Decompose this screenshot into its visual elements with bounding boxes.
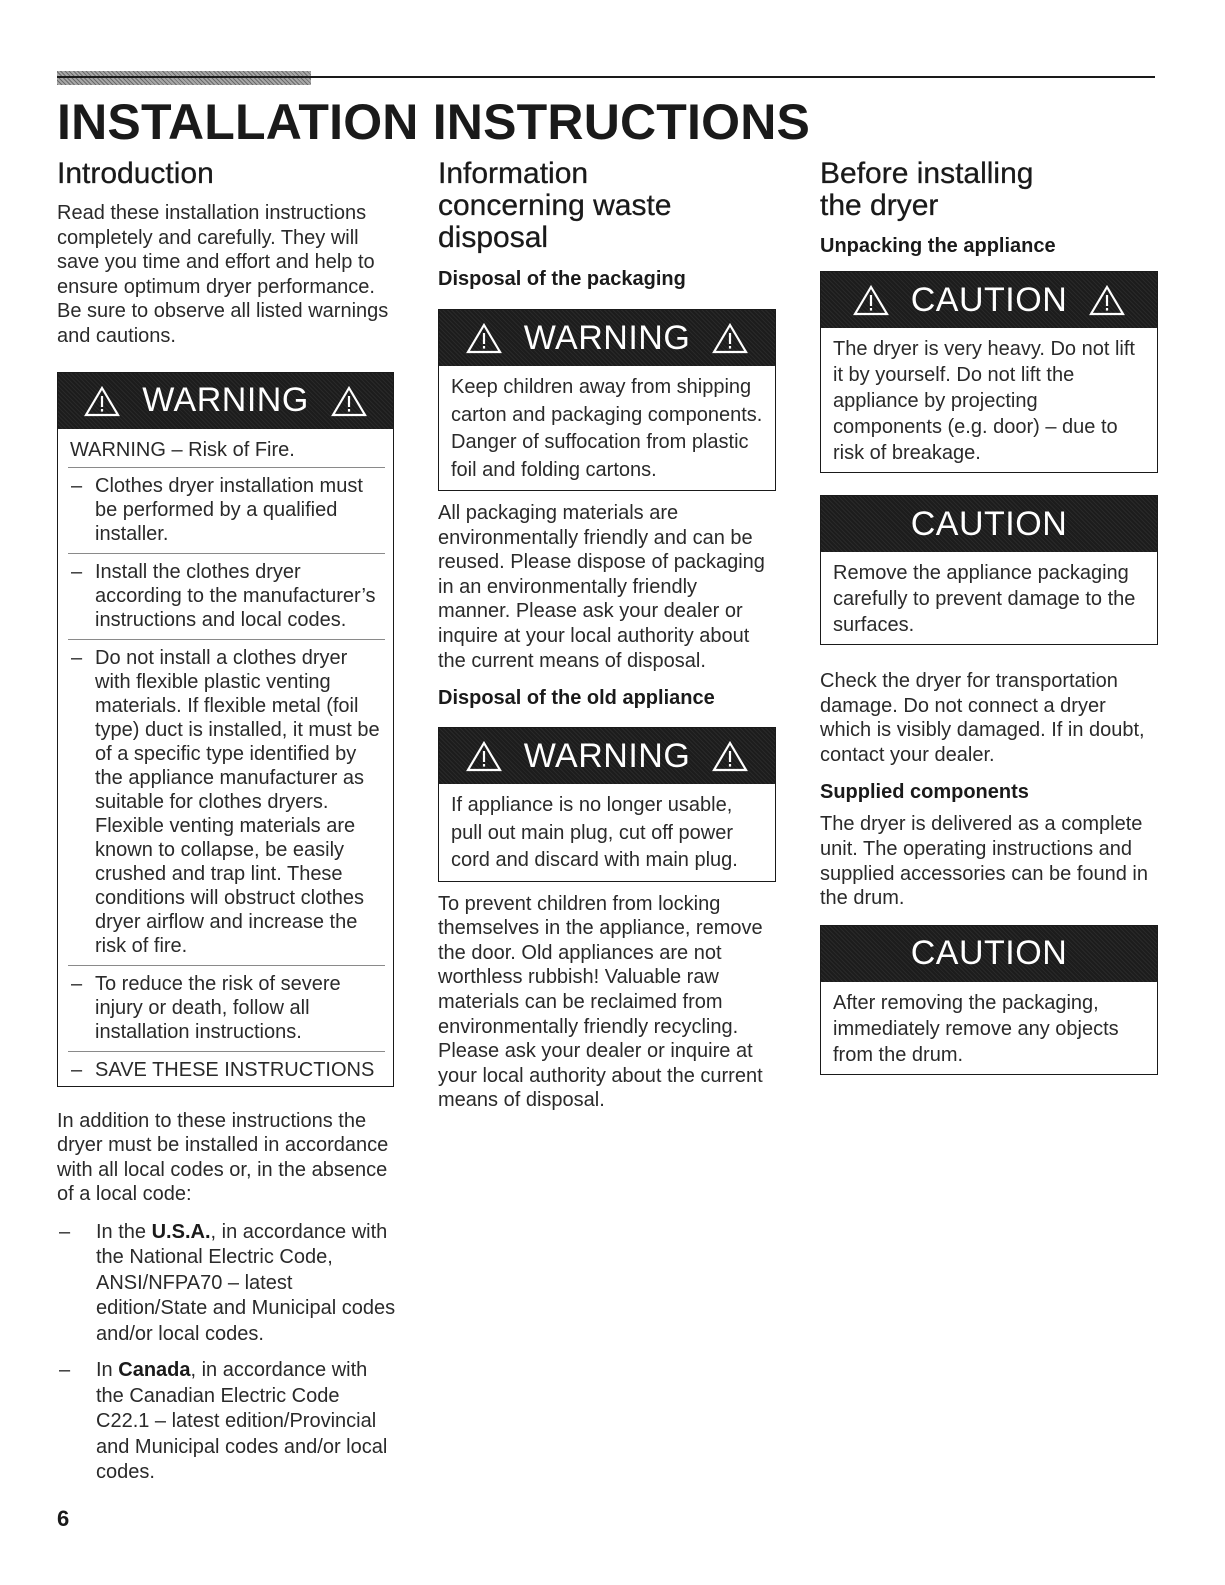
- warning-item-text: To reduce the risk of severe injury or death, follow all installation instructions.: [95, 972, 341, 1043]
- codes-item-text: , in accordance with the Canadian Electric Code C22.1 – latest edition/Provincial and Municipal codes and/or local codes.: [96, 1359, 388, 1484]
- warning-triangle-icon: [712, 740, 748, 772]
- old-appliance-paragraph: To prevent children from locking themselves in the appliance, remove the door. Old appliances are not worthless rubbish! Valuable raw materials can be reclaimed from environmentally friendly recycling. Please ask your dealer or inquire at your local authority about the current means of disposal.: [438, 892, 763, 1112]
- header-accent-bar: [57, 71, 311, 85]
- warning-banner: [439, 310, 775, 366]
- warning-item-text: Do not install a clothes dryer with flexible plastic venting materials. If flexible metal (foil type) duct is installed, it must be of a specific type identified by the appliance manufacturer as suitable for clothes dryers. Flexible venting materials are known to collapse, be easily crushed and trap lint. These conditions will obstruct clothes dryer airflow and increase the risk of fire.: [95, 646, 380, 957]
- warning-item: – Install the clothes dryer according to the manufacturer’s instructions and local codes.: [68, 553, 385, 639]
- warning-item-text: Clothes dryer installation must be performed by a qualified installer.: [95, 474, 363, 545]
- warning-label: WARNING: [523, 318, 691, 357]
- caution-box-packaging: [820, 495, 1158, 645]
- warning-triangle-icon: [331, 385, 367, 417]
- codes-item-canada: – In Canada, in accordance with the Canadian Electric Code C22.1 – latest edition/Provincial and Municipal codes and/or local codes.: [59, 1359, 388, 1484]
- codes-list: [57, 1220, 397, 1486]
- warning-label: WARNING: [523, 736, 691, 775]
- caution-box-drum: [820, 925, 1158, 1075]
- intro-paragraph: Read these installation instructions completely and carefully. They will save you time and effort and help to ensure optimum dryer performance. Be sure to observe all listed warnings and cautions.: [57, 202, 389, 347]
- warning-banner: [439, 728, 775, 784]
- warning-item: – To reduce the risk of severe injury or death, follow all installation instructions.: [68, 965, 385, 1051]
- warning-item: – SAVE THESE INSTRUCTIONS: [68, 1051, 385, 1086]
- caution-text: Remove the appliance packaging carefully to prevent damage to the surfaces.: [833, 562, 1136, 636]
- warning-item-text: Install the clothes dryer according to the manufacturer’s instructions and local codes.: [95, 560, 376, 631]
- caution-label: CAUTION: [910, 504, 1068, 543]
- header-rule: [57, 76, 1155, 78]
- warning-triangle-icon: [466, 740, 502, 772]
- warning-triangle-icon: [466, 322, 502, 354]
- warning-triangle-icon: [853, 284, 889, 316]
- supplied-components-paragraph: The dryer is delivered as a complete unit. The operating instructions and supplied accessories can be found in the drum.: [820, 813, 1148, 910]
- transport-damage-paragraph: Check the dryer for transportation damage. Do not connect a dryer which is visibly damaged. If in doubt, contact your dealer.: [820, 670, 1145, 766]
- warning-item: – Do not install a clothes dryer with flexible plastic venting materials. If flexible metal (foil type) duct is installed, it must be of a specific type identified by the appliance manufacturer as suitable for clothes dryers. Flexible venting materials are known to collapse, be easily crushed and trap lint. These conditions will obstruct clothes dryer airflow and increase the risk of fire.: [68, 639, 385, 965]
- codes-intro-paragraph: In addition to these instructions the dryer must be installed in accordance with all local codes or, in the absence of a local code:: [57, 1109, 389, 1206]
- warning-item-text: SAVE THESE INSTRUCTIONS: [95, 1058, 375, 1081]
- warning-label: WARNING: [142, 381, 309, 420]
- section-heading-waste-disposal: Information concerning waste disposal: [438, 157, 672, 254]
- codes-item-text: , in accordance with the National Electric Code, ANSI/NFPA70 – latest edition/State and Municipal codes and/or local codes.: [96, 1220, 396, 1345]
- caution-text: The dryer is very heavy. Do not lift it by yourself. Do not lift the appliance by projecting components (e.g. door) – due to risk of breakage.: [833, 338, 1135, 464]
- warning-triangle-icon: [84, 385, 120, 417]
- subheading-packaging: Disposal of the packaging: [438, 268, 686, 290]
- warning-box-old-appliance: [438, 727, 776, 882]
- codes-item-usa: – In the U.S.A., in accordance with the National Electric Code, ANSI/NFPA70 – latest edition/State and Municipal codes and/or local codes.: [59, 1220, 396, 1345]
- column-waste-disposal: [438, 158, 780, 1113]
- page-number: 6: [57, 1506, 70, 1531]
- warning-text: If appliance is no longer usable, pull out main plug, cut off power cord and discard with main plug.: [451, 794, 738, 872]
- caution-banner: [821, 926, 1157, 982]
- codes-item-text: In: [96, 1359, 119, 1382]
- caution-label: CAUTION: [910, 934, 1068, 973]
- warning-triangle-icon: [1089, 284, 1125, 316]
- caution-banner: [821, 496, 1157, 552]
- section-heading-before-installing: Before installing the dryer: [820, 157, 1034, 222]
- column-introduction: [57, 158, 397, 1497]
- packaging-paragraph: All packaging materials are environmentally friendly and can be reused. Please dispose of packaging in an environmentally friendly manner. Please ask your dealer or inquire at your local authority about the current means of disposal.: [438, 502, 765, 672]
- warning-box-fire: [57, 372, 394, 1087]
- page-title: INSTALLATION INSTRUCTIONS: [57, 94, 811, 150]
- warning-banner: [58, 373, 393, 429]
- caution-box-heavy: [820, 271, 1158, 473]
- column-before-installing: [820, 158, 1160, 1075]
- warning-box-packaging: [438, 309, 776, 491]
- caution-text: After removing the packaging, immediately remove any objects from the drum.: [833, 991, 1119, 1066]
- caution-banner: [821, 272, 1157, 328]
- country-name: Canada: [118, 1359, 191, 1382]
- warning-text: Keep children away from shipping carton and packaging components. Danger of suffocation from plastic foil and folding cartons.: [451, 376, 763, 481]
- subheading-old-appliance: Disposal of the old appliance: [438, 687, 715, 710]
- warning-list: [58, 467, 393, 1086]
- warning-item: – Clothes dryer installation must be performed by a qualified installer.: [68, 467, 385, 553]
- caution-label: CAUTION: [910, 280, 1068, 319]
- subheading-unpacking: Unpacking the appliance: [820, 235, 1056, 257]
- warning-lead: WARNING – Risk of Fire.: [70, 438, 295, 461]
- subheading-supplied-components: Supplied components: [820, 781, 1029, 804]
- section-heading-introduction: Introduction: [57, 157, 214, 190]
- country-name: U.S.A.: [151, 1220, 211, 1243]
- warning-triangle-icon: [712, 322, 748, 354]
- codes-item-text: In the: [96, 1220, 152, 1243]
